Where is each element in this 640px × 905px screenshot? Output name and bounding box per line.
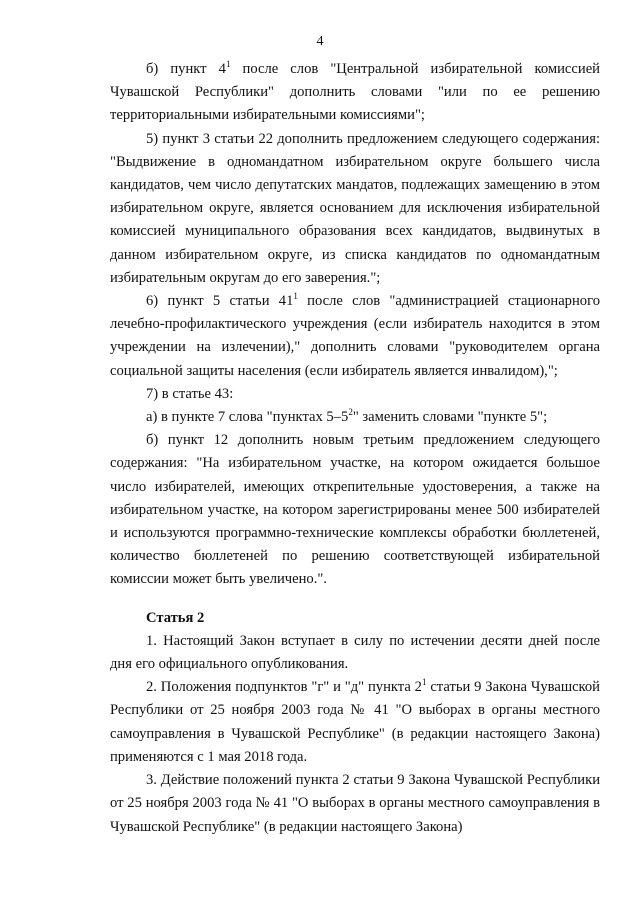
paragraph-text: " заменить словами "пункте 5"; bbox=[352, 409, 548, 426]
paragraph-text: после слов "Центральной избирательной комиссией Чувашской Республики" дополнить словами "или по ее решению территориальными избирательными комиссиями"; bbox=[110, 61, 600, 124]
paragraph-item-7: 7) в статье 43: bbox=[146, 385, 234, 402]
paragraph-text: 2. Положения подпунктов "г" и "д" пункта 2 bbox=[146, 679, 422, 696]
paragraph-item-5: 5) пункт 3 статьи 22 дополнить предложением следующего содержания: "Выдвижение в одномандатном избирательном округе большего числа кандидатов, чем число депутатских мандатов, подлежащих замещению в этом избирательном округе, является основанием для исключения избирательной комиссией муниципального образования всех кандидатов, выдвинутых в данном избирательном округе, из списка кандидатов по одномандатным избирательным округам до его заверения."; bbox=[110, 130, 600, 286]
paragraph-text: 6) пункт 5 статьи 41 bbox=[146, 293, 294, 310]
document-body bbox=[110, 58, 600, 839]
superscript: 2 bbox=[348, 407, 353, 418]
superscript: 1 bbox=[421, 677, 427, 688]
article-2-paragraph-3: 3. Действие положений пункта 2 статьи 9 Закона Чувашской Республики от 25 ноября 2003 года № 41 "О выборах в органы местного самоуправления в Чувашской Республике" (в редакции настоящего Закона) bbox=[110, 772, 600, 835]
article-2-heading: Статья 2 bbox=[146, 609, 205, 626]
paragraph-text: после слов "администрацией стационарного лечебно-профилактического учреждения (если избиратель находится в этом учреждении на излечении)," дополнить словами "руководителем органа социальной защиты населения (если избиратель является инвалидом),"; bbox=[110, 293, 600, 379]
page-number: 4 bbox=[316, 34, 324, 49]
article-2-paragraph-2 bbox=[110, 676, 600, 769]
article-2-paragraph-1: 1. Настоящий Закон вступает в силу по истечении десяти дней после дня его официального опубликования. bbox=[110, 632, 600, 673]
superscript: 1 bbox=[293, 291, 298, 302]
paragraph-text: а) в пункте 7 слова "пунктах 5–5 bbox=[146, 409, 349, 426]
paragraph-item-b-point4 bbox=[110, 58, 600, 128]
paragraph-text: статьи 9 Закона Чувашской Республики от 25 ноября 2003 года № 41 "О выборах в органы местного самоуправления в Чувашской Республике" (в редакции настоящего Закона) применяются с 1 мая 2018 года. bbox=[110, 679, 600, 765]
paragraph-text: б) пункт 4 bbox=[146, 61, 226, 77]
paragraph-item-6 bbox=[110, 290, 600, 383]
superscript: 1 bbox=[225, 59, 231, 69]
paragraph-item-7a bbox=[110, 406, 600, 429]
paragraph-item-7b: б) пункт 12 дополнить новым третьим предложением следующего содержания: "На избирательном участке, на котором ожидается большое число избирателей, имеющих открепительные удостоверения, а также на избирательном участке, на котором зарегистрированы менее 500 избирателей и используются программно-технические комплексы обработки бюллетеней, количество бюллетеней по решению соответствующей избирательной комиссии может быть увеличено.". bbox=[110, 432, 600, 588]
